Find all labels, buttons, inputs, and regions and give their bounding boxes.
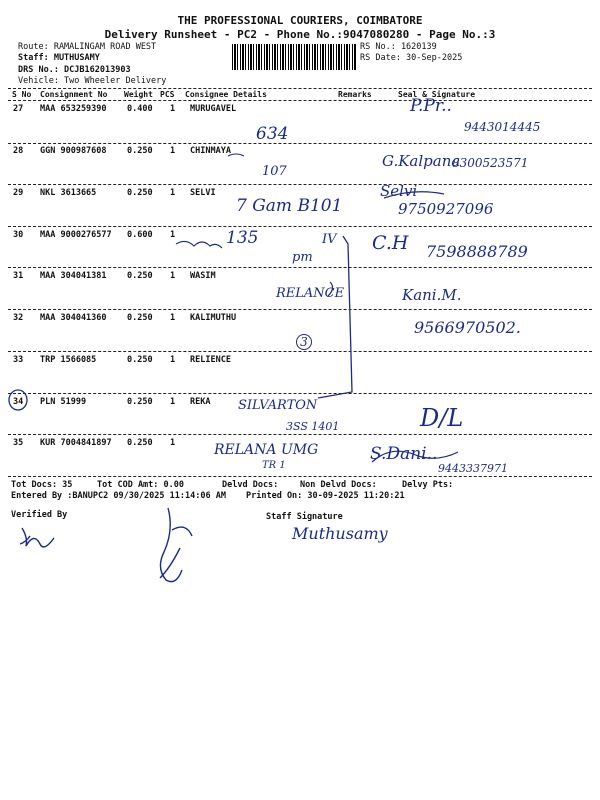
route-label: Route: RAMALINGAM ROAD WEST <box>18 42 157 52</box>
runsheet-subtitle: Delivery Runsheet - PC2 - Phone No.:9047080280 - Page No.:3 <box>104 28 496 41</box>
row-pcs: 1 <box>170 146 176 156</box>
staff-signature: Muthusamy <box>292 524 388 543</box>
total-docs: Tot Docs: 35 <box>11 480 73 490</box>
non-delivered-docs: Non Delvd Docs: <box>300 480 377 490</box>
row-pcs: 1 <box>170 104 176 114</box>
vehicle-label: Vehicle: Two Wheeler Delivery <box>18 76 167 86</box>
col-remarks: Remarks <box>338 90 372 99</box>
row-consignee: RELIENCE <box>190 355 231 365</box>
row-sno: 32 <box>13 313 24 323</box>
row-pcs: 1 <box>170 313 176 323</box>
handwritten-signature: D/L <box>420 404 464 432</box>
handwritten-signature: Selvi <box>380 182 418 200</box>
col-seal: Seal & Signature <box>398 90 476 99</box>
row-pcs: 1 <box>170 355 176 365</box>
row-weight: 0.250 <box>127 438 153 448</box>
row-sno: 33 <box>13 355 24 365</box>
row-consignment: NKL 3613665 <box>40 188 97 198</box>
handwritten-note: 135 <box>226 228 259 248</box>
row-consignee: WASIM <box>190 271 216 281</box>
col-consignment: Consignment No <box>40 90 108 99</box>
col-weight: Weight <box>124 90 153 99</box>
col-consignee: Consignee Details <box>185 90 267 99</box>
staff-label: Staff: MUTHUSAMY <box>18 53 100 63</box>
row-sno: 31 <box>13 271 24 281</box>
row-weight: 0.250 <box>127 355 153 365</box>
handwritten-signature: P.Pr.. <box>410 96 452 116</box>
company-title: THE PROFESSIONAL COURIERS, COIMBATORE <box>177 14 423 27</box>
row-consignee: KALIMUTHU <box>190 313 237 323</box>
row-consignment: PLN 51999 <box>40 397 87 407</box>
row-sno: 34 <box>13 397 24 407</box>
total-cod-amount: Tot COD Amt: 0.00 <box>97 480 184 490</box>
handwritten-phone: 9443014445 <box>464 120 541 134</box>
row-pcs: 1 <box>170 230 176 240</box>
row-consignee: SELVI <box>190 188 216 198</box>
row-consignment: MAA 9000276577 <box>40 230 112 240</box>
row-consignee: MURUGAVEL <box>190 104 237 114</box>
handwritten-note: TR 1 <box>262 460 286 471</box>
row-weight: 0.250 <box>127 188 153 198</box>
handwritten-note: RELANA UMG <box>214 442 319 458</box>
handwritten-signature: G.Kalpana <box>382 152 461 170</box>
handwritten-signature: S.Dani.. <box>370 444 438 464</box>
handwritten-phone: 8300523571 <box>452 156 529 170</box>
handwritten-phone: 9443337971 <box>438 462 508 475</box>
row-weight: 0.400 <box>127 104 153 114</box>
row-sno: 28 <box>13 146 24 156</box>
row-consignment: MAA 304041381 <box>40 271 107 281</box>
row-weight: 0.250 <box>127 146 153 156</box>
handwritten-signature: C.H <box>372 232 409 254</box>
rs-number: RS No.: 1620139 <box>360 42 437 52</box>
handwritten-note: 7 Gam B101 <box>236 196 343 216</box>
delivered-docs: Delvd Docs: <box>222 480 279 490</box>
col-sno: S No <box>12 90 32 99</box>
delivery-points: Delvy Pts: <box>402 480 454 490</box>
handwritten-phone: 9750927096 <box>398 200 494 218</box>
rs-date: RS Date: 30-Sep-2025 <box>360 53 463 63</box>
handwritten-phone: 9566970502. <box>414 318 521 337</box>
handwritten-note: 634 <box>256 124 289 144</box>
row-sno: 27 <box>13 104 24 114</box>
row-weight: 0.600 <box>127 230 153 240</box>
handwritten-phone: 7598888789 <box>426 242 528 261</box>
printed-on: Printed On: 30-09-2025 11:20:21 <box>246 491 405 501</box>
staff-signature-label: Staff Signature <box>266 512 343 522</box>
handwritten-note: pm <box>292 250 313 265</box>
handwritten-note: IV <box>322 232 337 247</box>
verified-by-label: Verified By <box>11 510 68 520</box>
row-sno: 29 <box>13 188 24 198</box>
row-consignment: KUR 7004841897 <box>40 438 112 448</box>
row-sno: 35 <box>13 438 24 448</box>
row-pcs: 1 <box>170 188 176 198</box>
row-pcs: 1 <box>170 271 176 281</box>
row-consignment: TRP 1566085 <box>40 355 97 365</box>
row-consignment: GGN 900987608 <box>40 146 107 156</box>
row-weight: 0.250 <box>127 313 153 323</box>
handwritten-note: 107 <box>262 164 287 179</box>
row-consignment: MAA 653259390 <box>40 104 107 114</box>
row-weight: 0.250 <box>127 271 153 281</box>
handwritten-note: 3SS 1401 <box>286 420 340 433</box>
row-weight: 0.250 <box>127 397 153 407</box>
handwritten-signature: Kani.M. <box>402 286 462 304</box>
row-consignee: REKA <box>190 397 211 407</box>
row-pcs: 1 <box>170 397 176 407</box>
row-sno: 30 <box>13 230 24 240</box>
handwritten-note: SILVARTON <box>238 398 318 413</box>
row-consignee: CHINMAYA <box>190 146 231 156</box>
col-pcs: PCS <box>160 90 175 99</box>
drs-label: DRS No.: DCJB162013903 <box>18 65 131 75</box>
handwritten-circle: 3 <box>296 334 312 350</box>
row-consignment: MAA 304041360 <box>40 313 107 323</box>
row-pcs: 1 <box>170 438 176 448</box>
handwritten-note: RELANCE <box>276 286 345 301</box>
entered-by: Entered By :BANUPC2 09/30/2025 11:14:06 AM <box>11 491 226 501</box>
